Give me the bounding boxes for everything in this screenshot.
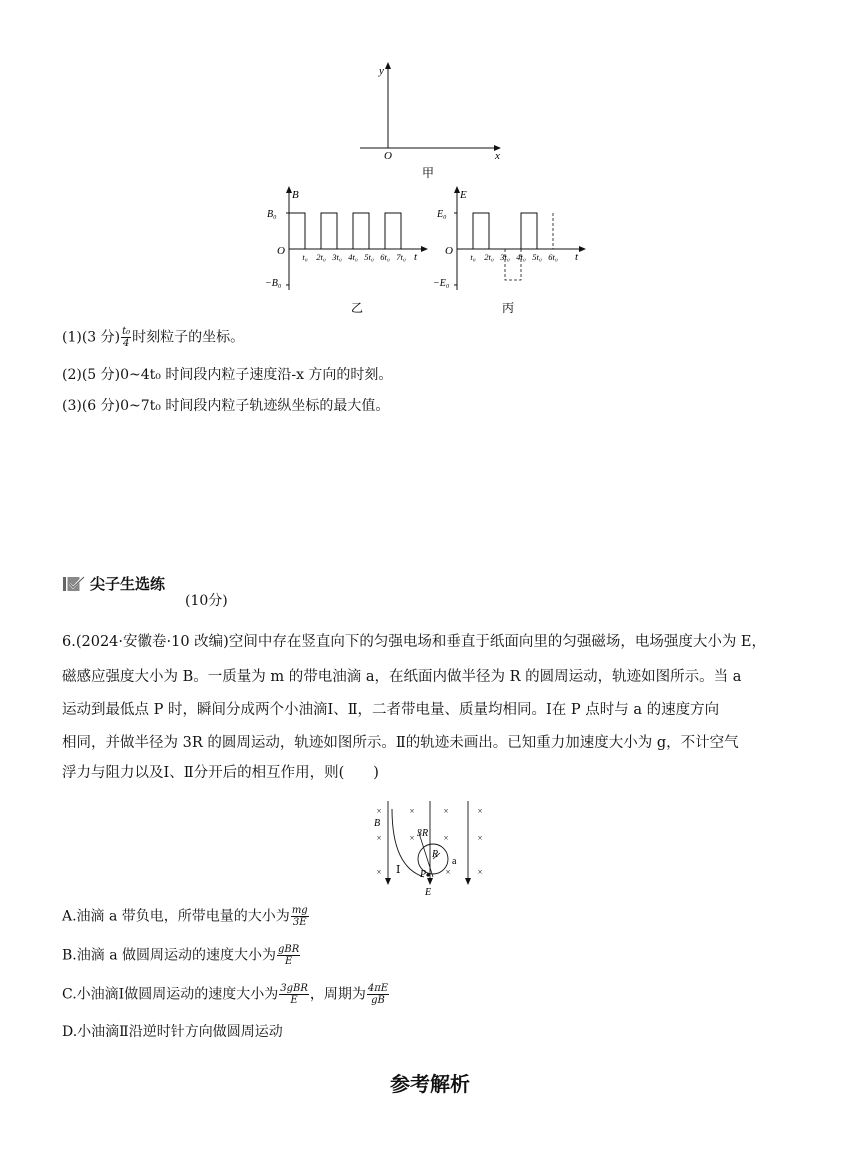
field-figure (368, 795, 498, 900)
figure-bing (432, 182, 597, 317)
yi-origin: O (277, 245, 285, 257)
svg-text:×: × (443, 806, 449, 816)
option-c[interactable]: C.小油滴Ⅰ做圆周运动的速度大小为 $\frac{\text{3gBR}}{E}$ ，周期为 $\frac{4\pi E}{gB}$ (62, 983, 389, 1006)
yi-top-label: B₀ (267, 209, 277, 220)
yi-tick-6: 6t₀ (380, 252, 390, 262)
bing-bottom-label: −E₀ (433, 278, 450, 289)
bing-top-label: E₀ (437, 209, 447, 220)
svg-text:×: × (445, 867, 451, 877)
problem6-line4: 相同，并做半径为 3R 的圆周运动，轨迹如图所示。Ⅱ的轨迹未画出。已知重力加速度大小为 g，不计空气 (62, 735, 739, 751)
q1-fraction: $\frac{\text{t₀}}{4}$ (122, 326, 131, 349)
figure-jia (355, 60, 515, 185)
field-a: a (452, 856, 457, 867)
jia-x-label: x (495, 150, 500, 162)
field-I: Ⅰ (396, 864, 401, 876)
bing-tick-6: 6t₀ (548, 252, 558, 262)
svg-text:×: × (477, 806, 483, 816)
field-R: R (432, 849, 439, 860)
bing-tick-1: t₀ (470, 252, 476, 262)
bing-tick-5: 5t₀ (532, 252, 542, 262)
jia-caption: 甲 (422, 166, 435, 180)
bing-tick-4: 4t₀ (516, 252, 526, 262)
yi-axis-y: B (292, 189, 299, 201)
jia-origin: O (384, 150, 392, 162)
question-3: (3)(6 分)0~7t₀ 时间段内粒子轨迹纵坐标的最大值。 (62, 398, 390, 414)
bing-axis-y: E (460, 189, 467, 201)
yi-tick-1: t₀ (302, 252, 308, 262)
section-score: (10分) (185, 593, 228, 609)
option-b[interactable]: B.油滴 a 做圆周运动的速度大小为 $\frac{\text{gBR}}{E}$ (62, 944, 300, 967)
field-E: E (425, 887, 432, 898)
yi-tick-7: 7t₀ (396, 252, 406, 262)
svg-text:×: × (376, 833, 382, 843)
section-title: 尖子生选练 (90, 575, 166, 593)
yi-tick-2: 2t₀ (316, 252, 326, 262)
option-a[interactable]: A.油滴 a 带负电，所带电量的大小为 $\frac{mg}{3E}$ (62, 905, 308, 928)
yi-axis-x: t (414, 251, 418, 263)
svg-text:×: × (376, 806, 382, 816)
answer-section-title: 参考解析 (390, 1072, 470, 1096)
svg-text:×: × (376, 867, 382, 877)
question-1: (1)(3 分) $\frac{\text{t₀}}{4}$ 时刻粒子的坐标。 (62, 326, 245, 349)
field-P: P (420, 869, 427, 880)
question-2: (2)(5 分)0~4t₀ 时间段内粒子速度沿-x 方向的时刻。 (62, 367, 393, 383)
field-3R: 3R (417, 828, 429, 839)
yi-tick-5: 5t₀ (364, 252, 374, 262)
field-B: B (374, 818, 381, 829)
problem6-line1: 6.(2024·安徽卷·10 改编)空间中存在竖直向下的匀强电场和垂直于纸面向里的匀强磁场，电场强度大小为 E， (62, 634, 767, 650)
yi-tick-4: 4t₀ (348, 252, 358, 262)
problem6-line2: 磁感应强度大小为 B。一质量为 m 的带电油滴 a，在纸面内做半径为 R 的圆周运动，轨迹如图所示。当 a (62, 669, 742, 685)
yi-caption: 乙 (351, 301, 364, 315)
svg-text:×: × (477, 833, 483, 843)
yi-tick-3: 3t₀ (332, 252, 342, 262)
svg-text:×: × (409, 833, 415, 843)
svg-text:×: × (443, 833, 449, 843)
bing-tick-2: 2t₀ (484, 252, 494, 262)
bing-origin: O (445, 245, 453, 257)
bing-caption: 丙 (502, 301, 515, 315)
problem6-line5: 浮力与阻力以及Ⅰ、Ⅱ分开后的相互作用，则( ) (62, 765, 379, 781)
problem6-line3: 运动到最低点 P 时，瞬间分成两个小油滴Ⅰ、Ⅱ，二者带电量、质量均相同。Ⅰ在 P 点时与 a 的速度方向 (62, 702, 720, 718)
svg-text:×: × (477, 867, 483, 877)
jia-y-label: y (379, 65, 384, 77)
bing-axis-x: t (575, 251, 579, 263)
bing-tick-3: 3t₀ (500, 252, 510, 262)
checklist-icon (63, 576, 85, 592)
figure-yi (262, 182, 437, 317)
yi-bottom-label: −B₀ (265, 278, 282, 289)
option-d[interactable]: D.小油滴Ⅱ沿逆时针方向做圆周运动 (62, 1024, 283, 1040)
svg-text:×: × (409, 806, 415, 816)
